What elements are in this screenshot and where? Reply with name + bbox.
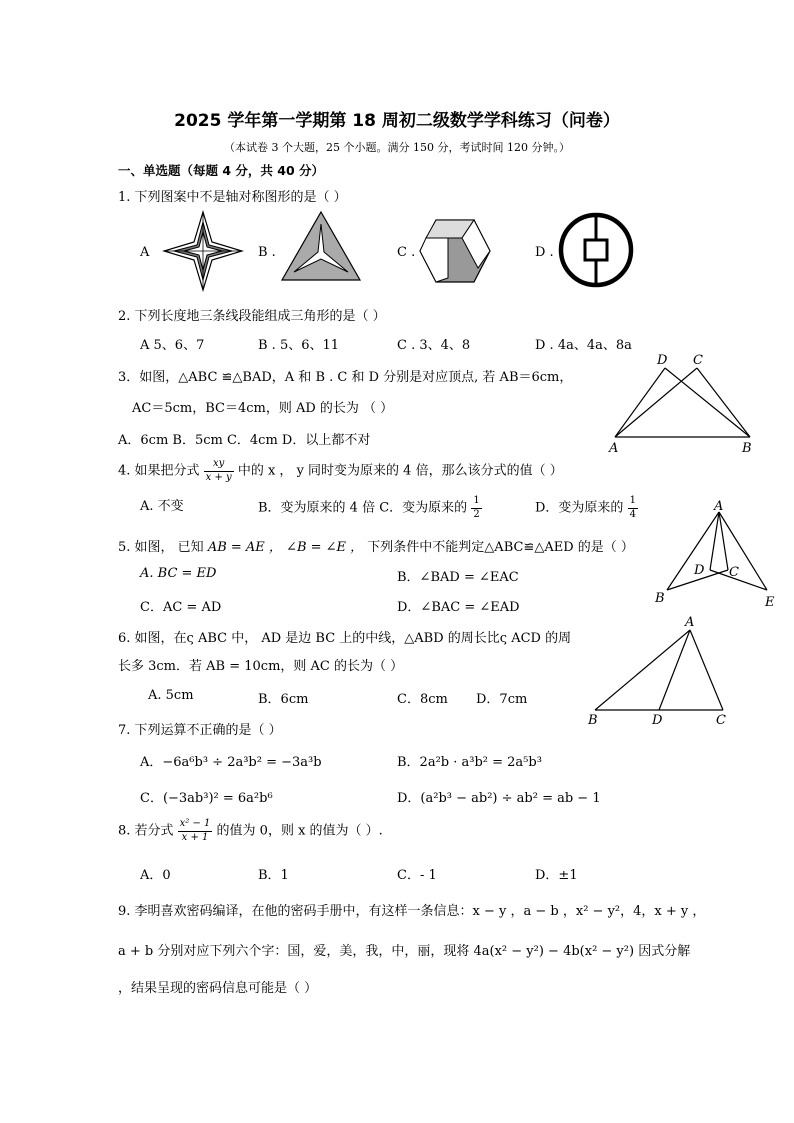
q5-opt-b: B．∠BAD = ∠EAC: [397, 570, 519, 585]
q8-post: 的值为 0，则 x 的值为（ ）.: [212, 823, 383, 839]
q4-c-num: 1: [471, 495, 481, 509]
q1-opt-d: D .: [535, 245, 554, 260]
q1-stem: 1. 下列图案中不是轴对称图形的是（ ）: [118, 190, 347, 205]
q8-opt-a: A．0: [140, 868, 171, 883]
page-subtitle: （本试卷 3 个大题，25 个小题。满分 150 分，考试时间 120 分钟。）: [224, 141, 570, 154]
q4-d-num: 1: [628, 495, 638, 509]
q4-post: 中的 x ， y 同时变为原来的 4 倍，那么该分式的值（ ）: [233, 463, 563, 479]
q1-opt-c: C .: [397, 245, 416, 260]
q8-opt-c: C．- 1: [397, 868, 437, 883]
q6-opt-b: B．6cm: [258, 692, 309, 707]
q5-label-d: D: [694, 563, 705, 578]
q2-opt-c: C . 3、4、8: [397, 338, 471, 353]
q2-stem: 2. 下列长度地三条线段能组成三角形的是（ ）: [118, 309, 386, 324]
q5-opt-c: C．AC = AD: [140, 600, 222, 615]
section-heading: 一、单选题（每题 4 分，共 40 分）: [118, 163, 325, 178]
q6-opt-a: A. 5cm: [148, 688, 194, 703]
q6-figure: [585, 612, 735, 727]
q4-stem: [118, 458, 563, 484]
triangle-figure: [280, 210, 362, 282]
q6-opt-d: D．7cm: [476, 692, 528, 707]
page-title: 2025 学年第一学期第 18 周初二级数学学科练习（问卷）: [174, 111, 620, 131]
q2-opt-d: D . 4a、4a、8a: [535, 338, 632, 353]
q1-opt-b: B .: [258, 245, 276, 260]
q7-opt-a: A．−6a⁶b³ ÷ 2a³b² = −3a³b: [140, 755, 322, 770]
q4-c-den: 2: [473, 508, 480, 520]
q3-line1: 3．如图，△ABC ≌△BAD，A 和 B . C 和 D 分别是对应顶点, 若 AB＝6cm，: [118, 370, 573, 385]
q3-options: A．6cm B．5cm C．4cm D．以上都不对: [118, 433, 371, 448]
q8-opt-d: D．±1: [535, 868, 578, 883]
q8-opt-b: B．1: [258, 868, 289, 883]
q6-line2: 长多 3cm．若 AB = 10cm，则 AC 的长为（ ）: [118, 659, 404, 674]
star-figure: [162, 210, 244, 292]
q3-label-d: D: [657, 353, 668, 368]
q4-num: xy: [204, 458, 234, 472]
q9-line2: a + b 分别对应下列六个字：国，爱，美，我，中，丽，现将 4a(x² − y²) − 4b(x² − y²) 因式分解: [118, 944, 691, 959]
q5-label-b: B: [655, 591, 665, 606]
q5-stem-pre: 5. 如图， 已知: [118, 540, 208, 555]
q6-label-d: D: [652, 713, 663, 727]
q8-num: x² − 1: [178, 818, 213, 832]
q4-d-den: 4: [629, 508, 636, 520]
q4-opt-a: A. 不变: [140, 499, 184, 514]
q4-d-fraction: [628, 495, 638, 521]
q7-opt-b: B．2a²b · a³b² = 2a⁵b³: [397, 755, 542, 770]
q4-opt-d: [535, 495, 638, 521]
q4-opt-bc: [258, 495, 482, 521]
coin-figure: [558, 212, 634, 288]
q6-opt-c: C．8cm: [397, 692, 448, 707]
q3-label-b: B: [742, 441, 752, 455]
q3-label-c: C: [693, 353, 703, 368]
q4-opt-bc-text: B．变为原来的 4 倍 C．变为原来的: [258, 500, 468, 516]
q7-stem: 7. 下列运算不正确的是（ ）: [118, 723, 282, 738]
q2-opt-b: B . 5、6、11: [258, 338, 340, 353]
q2-opt-a: A 5、6、7: [140, 338, 205, 353]
q8-den: x + 1: [181, 831, 209, 843]
q4-pre: 4. 如果把分式: [118, 463, 204, 479]
q4-den: x + y: [205, 471, 232, 483]
q4-opt-d-text: D．变为原来的: [535, 500, 624, 516]
q1-opt-a: A: [140, 245, 150, 260]
q3-line2: AC＝5cm，BC＝4cm，则 AD 的长为 （ ）: [132, 401, 394, 416]
q5-opt-a: A. BC = ED: [140, 566, 217, 581]
q5-stem-post: 下列条件中不能判定△ABC≌△AED 的是（ ）: [363, 540, 634, 555]
q5-stem-mid: AB = AE ， ∠B = ∠E ，: [207, 540, 364, 555]
q5-figure: [650, 498, 780, 610]
q8-pre: 8. 若分式: [118, 823, 178, 839]
q7-opt-d: D．(a²b³ − ab²) ÷ ab² = ab − 1: [397, 791, 601, 806]
q4-fraction: [204, 458, 234, 484]
q5-label-a: A: [714, 499, 724, 514]
q9-line3: ，结果呈现的密码信息可能是（ ）: [118, 981, 318, 996]
cube-figure: [418, 218, 492, 284]
q5-label-c: C: [729, 565, 739, 580]
q9-line1: 9. 李明喜欢密码编译，在他的密码手册中，有这样一条信息：x − y ，a − b ，x² − y²，4，x + y ，: [118, 904, 706, 919]
q6-label-b: B: [588, 713, 598, 727]
q3-label-a: A: [609, 441, 619, 455]
q6-line1: 6. 如图，在ς ABC 中， AD 是边 BC 上的中线，△ABD 的周长比ς ACD 的周: [118, 631, 572, 646]
q5-opt-d: D．∠BAC = ∠EAD: [397, 600, 520, 615]
q5-stem: [118, 536, 634, 555]
q5-label-e: E: [765, 595, 775, 610]
q6-label-a: A: [685, 615, 695, 630]
q8-stem: [118, 818, 383, 844]
q7-opt-c: C．(−3ab³)² = 6a²b⁶: [140, 791, 273, 806]
q8-fraction: [178, 818, 213, 844]
q4-c-fraction: [471, 495, 481, 521]
q3-figure: [605, 350, 765, 455]
q6-label-c: C: [716, 713, 726, 727]
